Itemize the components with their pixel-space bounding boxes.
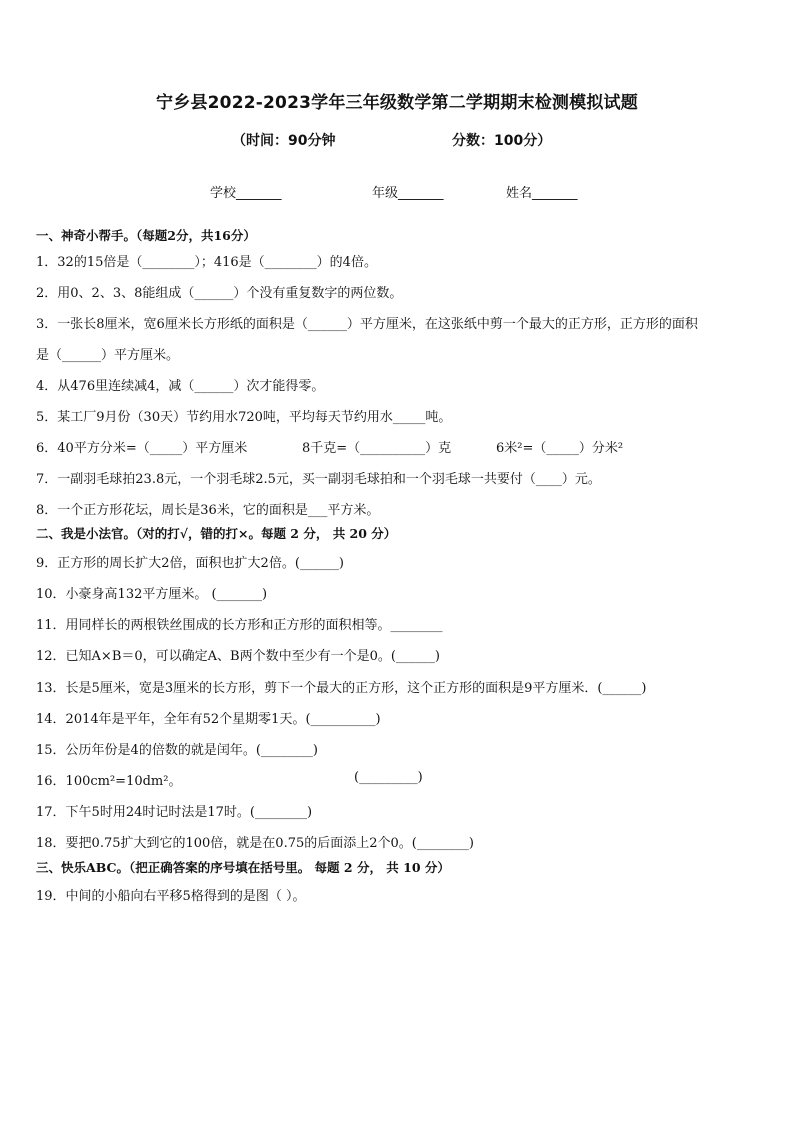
question-10: 10．小豪身高132平方厘米。 (_______) <box>36 587 268 602</box>
question-1: 1．32的15倍是（________）；416是（________）的4倍。 <box>36 255 377 270</box>
question-6-part-3: 6米²=（_____）分米² <box>496 441 624 456</box>
question-19: 19．中间的小船向右平移5格得到的是图（ ）。 <box>36 889 306 904</box>
question-3-line-2: 是（______）平方厘米。 <box>36 348 180 363</box>
question-14: 14．2014年是平年，全年有52个星期零1天。(__________) <box>36 712 381 727</box>
question-7: 7．一副羽毛球拍23.8元，一个羽毛球2.5元，买一副羽毛球拍和一个羽毛球一共要付（____）元。 <box>36 472 601 487</box>
question-6-part-2: 8千克=（__________）克 <box>302 441 452 456</box>
question-16: 16．100cm²=10dm²。 <box>36 774 182 789</box>
question-11: 11．用同样长的两根铁丝围成的长方形和正方形的面积相等。________ <box>36 618 443 633</box>
section-2-heading: 二、我是小法官。（对的打√，错的打×。每题 2 分， 共 20 分） <box>36 526 397 541</box>
question-9: 9．正方形的周长扩大2倍，面积也扩大2倍。(______) <box>36 556 344 571</box>
section-3-heading: 三、快乐ABC。（把正确答案的序号填在括号里。 每题 2 分， 共 10 分） <box>36 860 450 875</box>
question-17: 17．下午5时用24时记时法是17时。(________) <box>36 805 313 820</box>
grade-field: 年级_______ <box>372 186 444 201</box>
question-6-part-1: 6．40平方分米=（_____）平方厘米 <box>36 441 248 456</box>
question-3-line-1: 3．一张长8厘米，宽6厘米长方形纸的面积是（______）平方厘米，在这张纸中剪一个最大的正方形，正方形的面积 <box>36 317 698 332</box>
question-4: 4．从476里连续减4，减（______）次才能得零。 <box>36 379 325 394</box>
question-12: 12．已知A×B＝0，可以确定A、B两个数中至少有一个是0。(______) <box>36 649 441 664</box>
exam-time: （时间：90分钟 <box>232 133 336 149</box>
section-1-heading: 一、神奇小帮手。（每题2分，共16分） <box>36 228 256 243</box>
question-18: 18．要把0.75扩大到它的100倍，就是在0.75的后面添上2个0。(________) <box>36 836 474 851</box>
question-15: 15．公历年份是4的倍数的就是闰年。(________) <box>36 743 318 758</box>
question-5: 5．某工厂9月份（30天）节约用水720吨，平均每天节约用水_____吨。 <box>36 410 452 425</box>
school-field: 学校_______ <box>210 186 282 201</box>
question-13: 13．长是5厘米，宽是3厘米的长方形，剪下一个最大的正方形，这个正方形的面积是9平方厘米．(______) <box>36 681 647 696</box>
question-2: 2．用0、2、3、8能组成（______）个没有重复数字的两位数。 <box>36 286 403 301</box>
question-16-blank: (_________) <box>354 770 423 785</box>
exam-title: 宁乡县2022-2023学年三年级数学第二学期期末检测模拟试题 <box>156 93 638 113</box>
question-8: 8．一个正方形花坛，周长是36米，它的面积是___平方米。 <box>36 503 380 518</box>
exam-score: 分数：100分） <box>452 133 552 149</box>
name-field: 姓名_______ <box>506 186 578 201</box>
